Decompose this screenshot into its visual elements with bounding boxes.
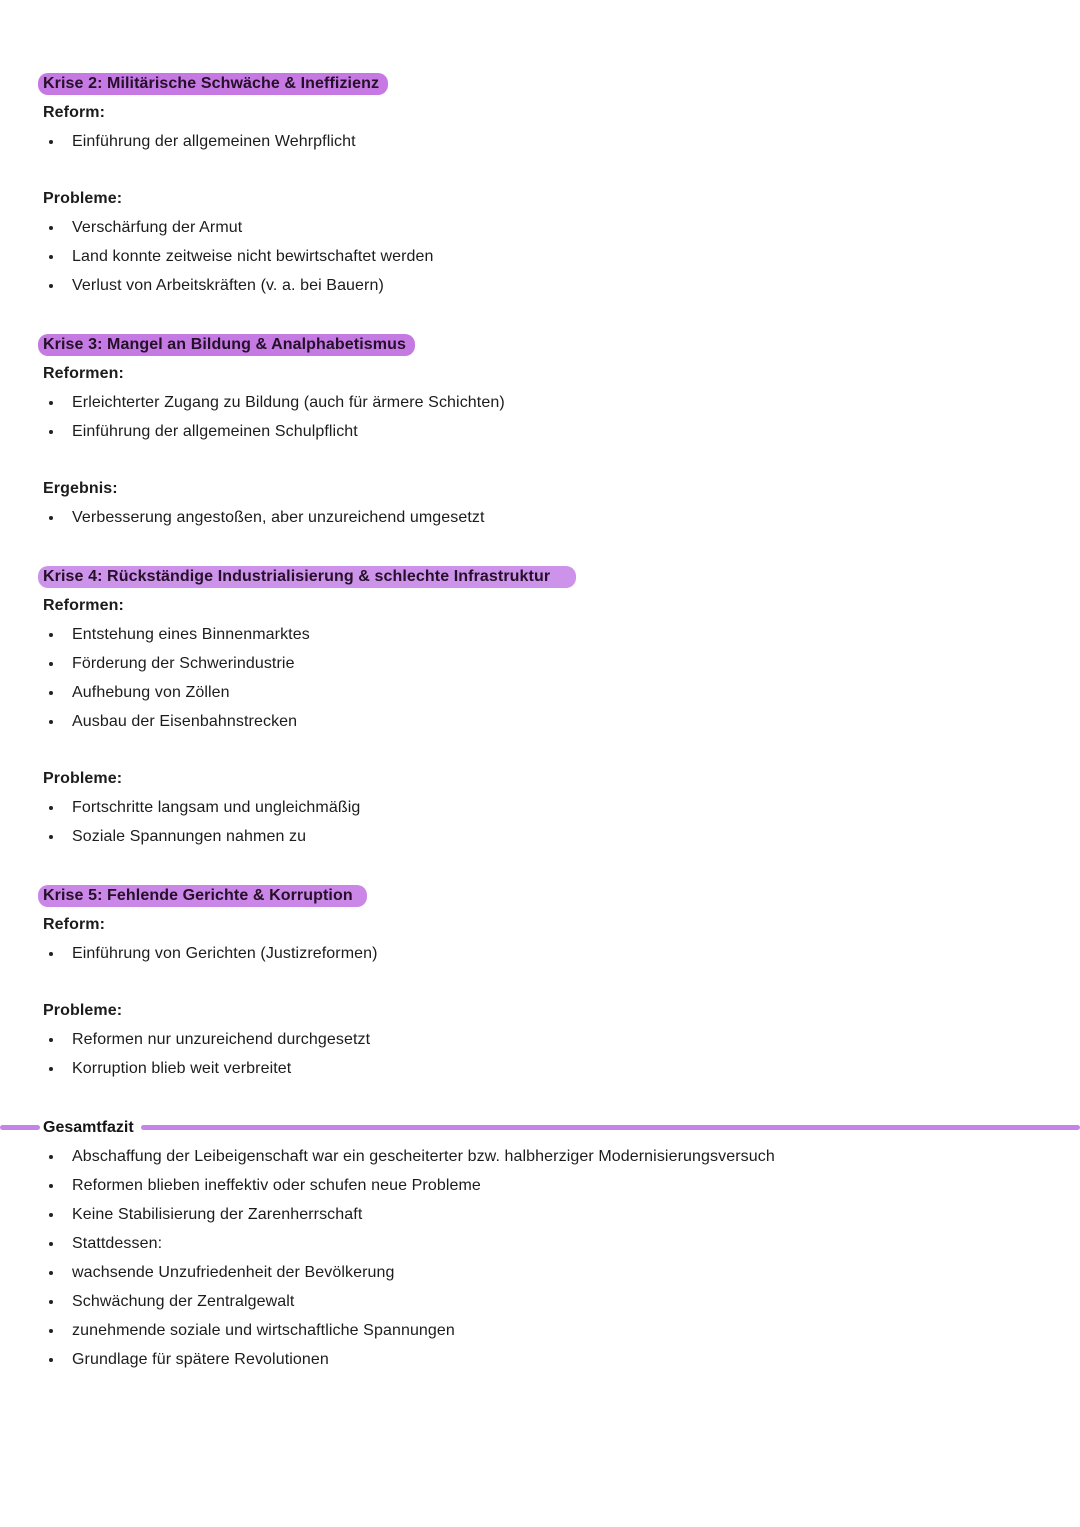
group-spacer — [43, 156, 1080, 184]
bullet-list — [43, 503, 1080, 532]
group-label: Reform: — [43, 916, 106, 933]
group-spacer — [43, 446, 1080, 474]
section-title-highlight: Krise 2: Militärische Schwäche & Ineffizienz — [38, 73, 388, 95]
conclusion-header — [0, 1113, 1080, 1142]
crisis-section — [43, 562, 1080, 851]
list-item: Ausbau der Eisenbahnstrecken — [43, 707, 1080, 736]
section-heading — [43, 562, 1080, 591]
list-item: Schwächung der Zentralgewalt — [43, 1287, 1080, 1316]
bullet-list — [43, 1025, 1080, 1083]
list-item: Korruption blieb weit verbreitet — [43, 1054, 1080, 1083]
list-item: Entstehung eines Binnenmarktes — [43, 620, 1080, 649]
group-label: Reformen: — [43, 597, 124, 614]
section-heading — [43, 881, 1080, 910]
list-item: zunehmende soziale und wirtschaftliche Spannungen — [43, 1316, 1080, 1345]
crisis-section — [43, 881, 1080, 1083]
list-item: Reformen blieben ineffektiv oder schufen neue Probleme — [43, 1171, 1080, 1200]
conclusion-title: Gesamtfazit — [43, 1118, 134, 1136]
section-title-highlight: Krise 3: Mangel an Bildung & Analphabetismus — [38, 334, 415, 356]
list-item: wachsende Unzufriedenheit der Bevölkerung — [43, 1258, 1080, 1287]
bullet-list — [43, 939, 1080, 968]
bullet-list — [43, 388, 1080, 446]
group-spacer — [43, 968, 1080, 996]
list-item: Abschaffung der Leibeigenschaft war ein gescheiterter bzw. halbherziger Modernisierungsversuch — [43, 1142, 1080, 1171]
list-item: Förderung der Schwerindustrie — [43, 649, 1080, 678]
divider-line-left — [0, 1125, 40, 1130]
list-item: Fortschritte langsam und ungleichmäßig — [43, 793, 1080, 822]
bullet-list — [43, 127, 1080, 156]
list-item: Einführung der allgemeinen Wehrpflicht — [43, 127, 1080, 156]
section-title-highlight: Krise 4: Rückständige Industrialisierung & schlechte Infrastruktur — [38, 566, 576, 588]
group-label: Reform: — [43, 104, 106, 121]
conclusion-section — [43, 1113, 1080, 1374]
bullet-list — [43, 793, 1080, 851]
section-heading — [43, 69, 1080, 98]
list-item: Erleichterter Zugang zu Bildung (auch für ärmere Schichten) — [43, 388, 1080, 417]
list-item: Soziale Spannungen nahmen zu — [43, 822, 1080, 851]
crisis-section — [43, 69, 1080, 300]
crisis-section — [43, 330, 1080, 532]
list-item: Einführung von Gerichten (Justizreformen) — [43, 939, 1080, 968]
group-spacer — [43, 736, 1080, 764]
crisis-sections-container — [43, 69, 1080, 1083]
group-label: Reformen: — [43, 365, 124, 382]
divider-line-right — [141, 1125, 1080, 1130]
conclusion-list — [43, 1142, 1080, 1374]
bullet-list — [43, 213, 1080, 300]
list-item: Verbesserung angestoßen, aber unzureichend umgesetzt — [43, 503, 1080, 532]
list-item: Einführung der allgemeinen Schulpflicht — [43, 417, 1080, 446]
list-item: Reformen nur unzureichend durchgesetzt — [43, 1025, 1080, 1054]
section-title-highlight: Krise 5: Fehlende Gerichte & Korruption — [38, 885, 367, 907]
list-item: Land konnte zeitweise nicht bewirtschaftet werden — [43, 242, 1080, 271]
group-label: Probleme: — [43, 770, 123, 787]
list-item: Verschärfung der Armut — [43, 213, 1080, 242]
list-item: Verlust von Arbeitskräften (v. a. bei Bauern) — [43, 271, 1080, 300]
group-label: Probleme: — [43, 1002, 123, 1019]
list-item: Keine Stabilisierung der Zarenherrschaft — [43, 1200, 1080, 1229]
list-item: Aufhebung von Zöllen — [43, 678, 1080, 707]
section-heading — [43, 330, 1080, 359]
list-item: Stattdessen: — [43, 1229, 1080, 1258]
bullet-list — [43, 620, 1080, 736]
list-item: Grundlage für spätere Revolutionen — [43, 1345, 1080, 1374]
group-label: Probleme: — [43, 190, 123, 207]
group-label: Ergebnis: — [43, 480, 118, 497]
